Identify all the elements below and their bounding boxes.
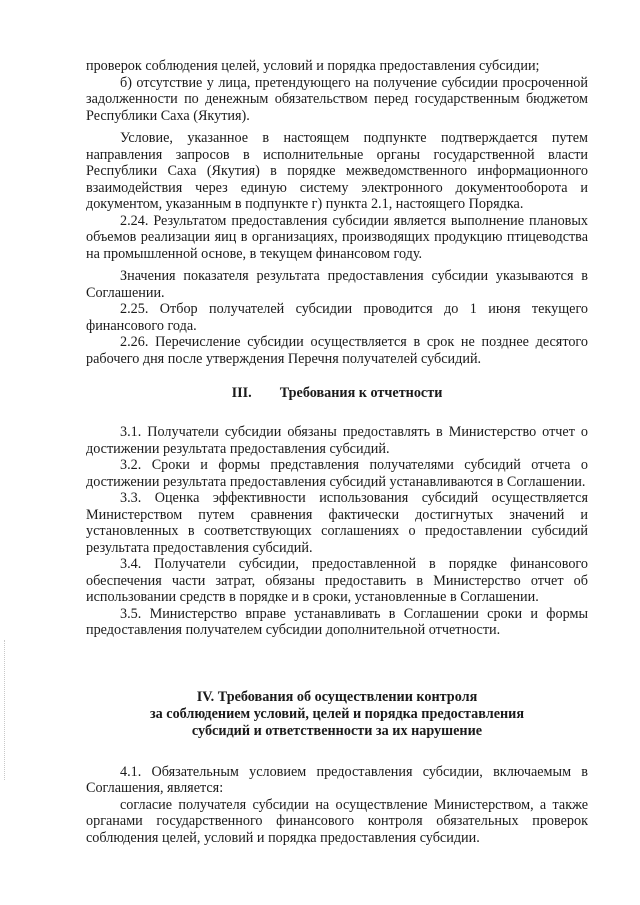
section-3-title: Требования к отчетности (279, 385, 443, 401)
paragraph-3-2: 3.2. Сроки и формы представления получателями субсидий отчета о достижении результата предоставления субсидий устанавливаются в Соглашении. (86, 457, 588, 490)
paragraph-3-1: 3.1. Получатели субсидии обязаны предоставлять в Министерство отчет о достижении результата предоставления субсидий. (86, 424, 588, 457)
paragraph-3-3: 3.3. Оценка эффективности использования субсидий осуществляется Министерством путем сравнения фактически достигнутых значений и установленных в соответствующих соглашениях о предоставлении субсидий результата предоставления субсидий. (86, 490, 588, 556)
paragraph-condition: Условие, указанное в настоящем подпункте подтверждается путем направления запросов в исполнительные органы государственной власти Республики Саха (Якутия) в порядке межведомственного информационного взаимодействия через единую систему электронного документооборота и документом, указанным в подпункте г) пункта 2.1, настоящего Порядка. (86, 130, 588, 212)
paragraph-continuation: проверок соблюдения целей, условий и порядка предоставления субсидии; (86, 58, 540, 74)
paragraph-2-25: 2.25. Отбор получателей субсидии проводится до 1 июня текущего финансового года. (86, 301, 588, 334)
paragraph-item-b: б) отсутствие у лица, претендующего на получение субсидии просроченной задолженности по денежным обязательством перед государственным бюджетом Республики Саха (Якутия). (86, 74, 588, 124)
paragraph-2-26: 2.26. Перечисление субсидии осуществляется в срок не позднее десятого рабочего дня после утверждения Перечня получателей субсидий. (86, 334, 588, 367)
section-4-title-line-3: субсидий и ответственности за их нарушение (191, 722, 483, 739)
paragraph-3-5: 3.5. Министерство вправе устанавливать в Соглашении сроки и формы предоставления получателем субсидии дополнительной отчетности. (86, 605, 588, 638)
paragraph-4-1: 4.1. Обязательным условием предоставления субсидии, включаемым в Соглашения, является: (86, 763, 588, 796)
section-4-title-line-1: IV. Требования об осуществлении контроля (196, 688, 478, 705)
section-4-title-line-2: за соблюдением условий, целей и порядка предоставления (149, 705, 525, 722)
scan-margin-marks (4, 640, 7, 780)
paragraph-consent: согласие получателя субсидии на осуществление Министерством, а также органами государственного финансового контроля обязательных проверок соблюдения целей, условий и порядка предоставления субсидии. (86, 796, 588, 846)
paragraph-3-4: 3.4. Получатели субсидии, предоставленной в порядке финансового обеспечения части затрат, обязаны предоставить в Министерство отчет об использовании средств в порядке и в сроки, установленные в Соглашении. (86, 556, 588, 605)
section-4-heading (86, 689, 588, 740)
section-3-number: III. (231, 385, 252, 401)
paragraph-indicator-values: Значения показателя результата предоставления субсидии указываются в Соглашении. (86, 268, 588, 301)
paragraph-2-24: 2.24. Результатом предоставления субсидии является выполнение плановых объемов реализации яиц в организациях, производящих продукцию птицеводства на промышленной основе, в текущем финансовом году. (86, 212, 588, 262)
section-3-heading (86, 385, 588, 402)
